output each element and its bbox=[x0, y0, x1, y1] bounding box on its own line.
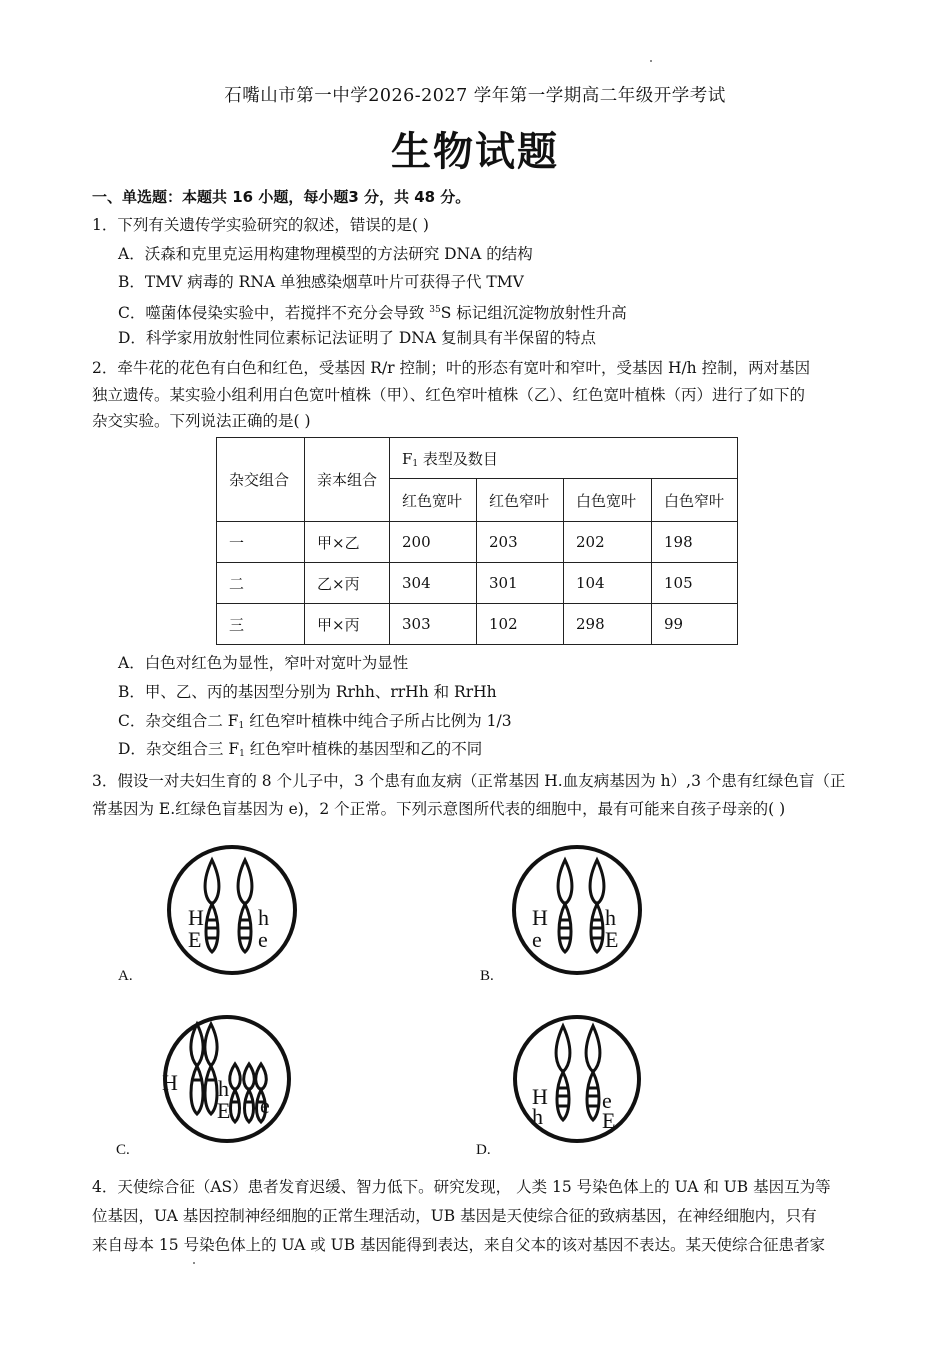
option-label-b: B. bbox=[480, 968, 494, 984]
q1-option-a: A．沃森和克里克运用构建物理模型的方法研究 DNA 的结构 bbox=[118, 245, 533, 263]
q2-stem-line2: 独立遗传。某实验小组利用白色宽叶植株（甲）、红色窄叶植株（乙）、红色宽叶植株（丙）进行了如下的 bbox=[92, 386, 806, 404]
row-value: 301 bbox=[477, 563, 564, 604]
gene-label: H bbox=[532, 905, 548, 930]
scan-speck bbox=[193, 1262, 195, 1264]
section-heading: 一、单选题：本题共 16 小题，每小题3 分，共 48 分。 bbox=[92, 188, 471, 206]
gene-label: H bbox=[532, 1084, 548, 1109]
header-red-narrow: 红色窄叶 bbox=[477, 479, 564, 522]
row-group: 二 bbox=[217, 563, 305, 604]
q4-line1: 4．天使综合征（AS）患者发育迟缓、智力低下。研究发现， 人类 15 号染色体上的 UA 和 UB 基因互为等 bbox=[92, 1178, 831, 1196]
page-title: 生物试题 bbox=[391, 129, 559, 175]
gene-label: e bbox=[602, 1088, 612, 1113]
gene-label: h bbox=[218, 1076, 229, 1101]
option-label-c: C. bbox=[116, 1142, 130, 1158]
row-value: 303 bbox=[390, 604, 477, 645]
gene-label: h bbox=[532, 1104, 543, 1129]
row-value: 202 bbox=[564, 522, 652, 563]
cross-experiment-table bbox=[216, 437, 738, 645]
q4-line2: 位基因，UA 基因控制神经细胞的正常生理活动，UB 基因是天使综合征的致病基因，在神经细胞内，只有 bbox=[92, 1207, 817, 1225]
q1-stem: 1．下列有关遗传学实验研究的叙述，错误的是( ) bbox=[92, 216, 429, 234]
header-red-wide: 红色宽叶 bbox=[390, 479, 477, 522]
school-exam-line: 石嘴山市第一中学2026-2027 学年第一学期高二年级开学考试 bbox=[224, 86, 726, 106]
row-parents: 甲×乙 bbox=[305, 522, 390, 563]
cell-diagram-d bbox=[505, 1014, 650, 1144]
table-row bbox=[217, 563, 738, 604]
row-value: 198 bbox=[652, 522, 738, 563]
row-value: 102 bbox=[477, 604, 564, 645]
row-group: 三 bbox=[217, 604, 305, 645]
gene-label: h bbox=[605, 905, 616, 930]
q1-option-d: D．科学家用放射性同位素标记法证明了 DNA 复制具有半保留的特点 bbox=[118, 329, 596, 347]
row-group: 一 bbox=[217, 522, 305, 563]
gene-label: H bbox=[162, 1070, 178, 1095]
gene-label: e bbox=[532, 927, 542, 952]
row-value: 99 bbox=[652, 604, 738, 645]
gene-label: e bbox=[258, 927, 268, 952]
cell-diagram-b bbox=[505, 840, 650, 980]
gene-label: H bbox=[188, 905, 204, 930]
gene-label: E bbox=[217, 1098, 231, 1123]
q1-option-c: C．噬菌体侵染实验中，若搅拌不充分会导致 $^{35}$S 标记组沉淀物放射性升高 bbox=[118, 304, 627, 322]
q2-stem-line3: 杂交实验。下列说法正确的是( ) bbox=[92, 412, 311, 430]
option-label-d: D. bbox=[476, 1142, 491, 1158]
row-value: 104 bbox=[564, 563, 652, 604]
header-parents: 亲本组合 bbox=[305, 438, 390, 522]
gene-label: E bbox=[605, 927, 619, 952]
row-parents: 乙×丙 bbox=[305, 563, 390, 604]
header-f1: $F_1$ 表型及数目 bbox=[390, 438, 738, 479]
q1-option-b: B．TMV 病毒的 RNA 单独感染烟草叶片可获得子代 TMV bbox=[118, 273, 524, 291]
row-parents: 甲×丙 bbox=[305, 604, 390, 645]
q2-option-d: D．杂交组合三 $F_1$ 红色窄叶植株的基因型和乙的不同 bbox=[118, 740, 483, 759]
gene-label: e bbox=[260, 1093, 270, 1118]
q4-line3: 来自母本 15 号染色体上的 UA 或 UB 基因能得到表达，来自父本的该对基因不表达。某天使综合征患者家 bbox=[92, 1236, 826, 1254]
q2-option-b: B．甲、乙、丙的基因型分别为 Rrhh、rrHh 和 RrHh bbox=[118, 683, 497, 701]
cell-diagram-a bbox=[160, 840, 305, 980]
row-value: 200 bbox=[390, 522, 477, 563]
table-row bbox=[217, 522, 738, 563]
q2-stem-line1: 2．牵牛花的花色有白色和红色，受基因 R/r 控制；叶的形态有宽叶和窄叶，受基因 H/h 控制，两对基因 bbox=[92, 359, 811, 377]
row-value: 298 bbox=[564, 604, 652, 645]
gene-label: E bbox=[602, 1108, 616, 1133]
q3-stem-line1: 3．假设一对夫妇生育的 8 个儿子中，3 个患有血友病（正常基因 H.血友病基因为 h）,3 个患有红绿色盲（正 bbox=[92, 772, 846, 790]
row-value: 304 bbox=[390, 563, 477, 604]
header-white-wide: 白色宽叶 bbox=[564, 479, 652, 522]
gene-label: h bbox=[258, 905, 269, 930]
option-label-a: A. bbox=[118, 968, 133, 984]
table-row bbox=[217, 604, 738, 645]
scan-speck bbox=[650, 60, 652, 62]
header-group: 杂交组合 bbox=[217, 438, 305, 522]
row-value: 105 bbox=[652, 563, 738, 604]
gene-label: E bbox=[188, 927, 202, 952]
header-white-narrow: 白色窄叶 bbox=[652, 479, 738, 522]
q2-option-c: C．杂交组合二 $F_1$ 红色窄叶植株中纯合子所占比例为 1/3 bbox=[118, 712, 512, 731]
q3-stem-line2: 常基因为 E.红绿色盲基因为 e)，2 个正常。下列示意图所代表的细胞中，最有可能来自孩子母亲的( ) bbox=[92, 800, 786, 818]
row-value: 203 bbox=[477, 522, 564, 563]
q2-option-a: A．白色对红色为显性，窄叶对宽叶为显性 bbox=[118, 654, 409, 672]
